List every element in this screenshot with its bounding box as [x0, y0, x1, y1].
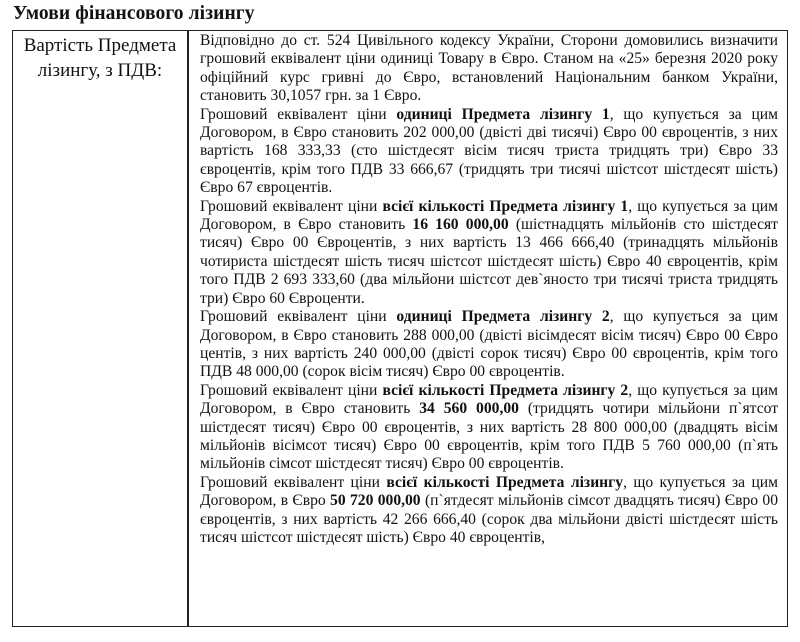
- bold-text-run: 16 160 000,00: [412, 216, 509, 234]
- bold-text-run: всієї кількості Предмета лізингу: [386, 473, 624, 491]
- cost-description-cell: [200, 32, 778, 547]
- cost-label-cell: Вартість Предмета лізингу, з ПДВ:: [23, 35, 177, 81]
- text-run: (тридцять чотири мільйони п`ятсот шістдесят тисяч) Євро 00 євроцентів, з них вартість 28 800 000,00 (двадцять вісім мільйонів вісімсот тисяч) Євро 00 євроцентів, крім того ПДВ 5 760 000,00 (п`ять мільйонів сімсот шістдесят тисяч) Євро 00 євроцентів.: [200, 400, 779, 473]
- bold-text-run: одиниці Предмета лізингу 2: [396, 308, 610, 326]
- text-run: Грошовий еквівалент ціни: [200, 381, 383, 399]
- paragraph-unit-item-2: [200, 308, 778, 382]
- column-divider: [187, 30, 189, 627]
- bold-text-run: одиниці Предмета лізингу 1: [396, 105, 610, 123]
- paragraph-unit-item-1: [200, 106, 778, 198]
- text-run: Грошовий еквівалент ціни: [200, 105, 397, 123]
- text-run: , що купується за цим Договором, в Євро становить: [200, 381, 778, 418]
- paragraph-total-item-1: [200, 198, 778, 308]
- text-run: , що купується за цим Договором, в Євро: [200, 473, 778, 510]
- text-run: Відповідно до ст. 524 Цивільного кодексу України, Сторони домовились визначити грошовий еквівалент ціни одиниці Товару в Євро. Станом на «25» березня 2020 року офіційний курс гривні до Євро, встановлений Національним банком України, становить 30,1057 грн. за 1 Євро.: [200, 32, 778, 105]
- text-run: (п`ятдесят мільйонів сімсот двадцять тисяч) Євро 00 євроцентів, з них вартість 42 266 666,40 (сорок два мільйони двісті шістдесят шість тисяч шістсот шістдесят шість) Євро 40 євроцентів,: [200, 492, 778, 546]
- paragraph-exchange-rate: [200, 32, 778, 106]
- text-run: Грошовий еквівалент ціни: [200, 197, 383, 215]
- text-run: (шістнадцять мільйонів сто шістдесят тисяч) Євро 00 Євроцентів, з них вартість 13 466 666,40 (тринадцять мільйонів чотириста шістдесят шість тисяч шістсот шістдесят шість) Євро 40 євроцентів, крім того ПДВ 2 693 333,60 (два мільйони шістсот дев`яносто три тисячі триста тридцять три) Євро 60 Євроценти.: [200, 216, 778, 307]
- text-run: Грошовий еквівалент ціни: [200, 473, 387, 491]
- paragraph-total-all-items: [200, 474, 778, 548]
- text-run: , що купується за цим Договором, в Євро становить 288 000,00 (двісті вісімдесят вісім тисяч) Євро 00 Євро центів, з них вартість 240 000,00 (двісті сорок тисяч) Євро 00 євроцентів, крім того ПДВ 48 000,00 (сорок вісім тисяч) Євро 00 євроцентів.: [200, 308, 778, 381]
- text-run: Грошовий еквівалент ціни: [200, 308, 397, 326]
- bold-text-run: всієї кількості Предмета лізингу 2: [382, 381, 629, 399]
- text-run: , що купується за цим Договором, в Євро становить: [200, 197, 778, 234]
- paragraph-total-item-2: [200, 382, 778, 474]
- section-title: Умови фінансового лізингу: [13, 3, 255, 24]
- bold-text-run: 50 720 000,00: [330, 492, 421, 510]
- bold-text-run: 34 560 000,00: [419, 400, 519, 418]
- bold-text-run: всієї кількості Предмета лізингу 1: [382, 197, 629, 215]
- text-run: , що купується за цим Договором, в Євро становить 202 000,00 (двісті дві тисячі) Євро 00 євроцентів, з них вартість 168 333,33 (сто шістдесят вісім тисяч триста тридцять три) Євро 33 євроцентів, крім того ПДВ 33 666,67 (тридцять три тисячі шістсот шістдесят шість) Євро 67 євроцентів.: [200, 105, 778, 197]
